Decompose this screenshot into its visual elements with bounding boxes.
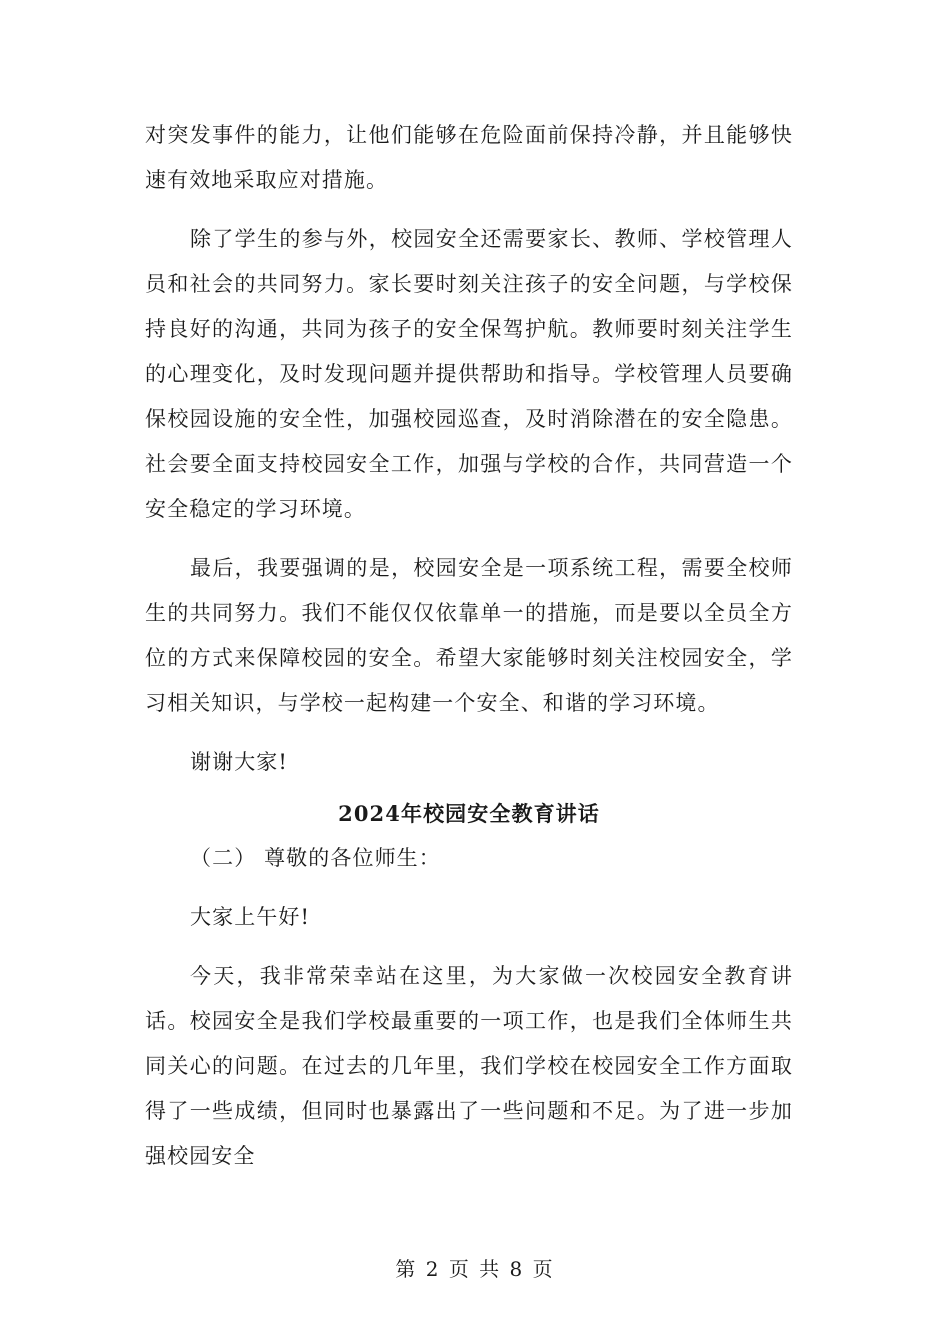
page-number-footer: 第 2 页 共 8 页 bbox=[395, 1257, 555, 1281]
paragraph-opening: 今天，我非常荣幸站在这里，为大家做一次校园安全教育讲话。校园安全是我们学校最重要的一项工作，也是我们全体师生共同关心的问题。在过去的几年里，我们学校在校园安全工作方面取得了一些成绩，但同时也暴露出了一些问题和不足。为了进一步加强校园安全 bbox=[145, 964, 793, 1168]
paragraph-salutation: （二） 尊敬的各位师生： bbox=[190, 846, 441, 870]
paragraph-thanks: 谢谢大家! bbox=[190, 750, 288, 774]
document-body bbox=[145, 113, 793, 1179]
paragraph-conclusion: 最后，我要强调的是，校园安全是一项系统工程，需要全校师生的共同努力。我们不能仅仅依靠单一的措施，而是要以全员全方位的方式来保障校园的安全。希望大家能够时刻关注校园安全，学习相关知识，与学校一起构建一个安全、和谐的学习环境。 bbox=[145, 556, 793, 715]
paragraph-continuation: 对突发事件的能力，让他们能够在危险面前保持冷静，并且能够快速有效地采取应对措施。 bbox=[145, 123, 793, 192]
section-title: 2024年校园安全教育讲话 bbox=[338, 801, 600, 826]
paragraph-greeting: 大家上午好! bbox=[190, 905, 311, 929]
paragraph-joint-effort: 除了学生的参与外，校园安全还需要家长、教师、学校管理人员和社会的共同努力。家长要时刻关注孩子的安全问题，与学校保持良好的沟通，共同为孩子的安全保驾护航。教师要时刻关注学生的心理变化，及时发现问题并提供帮助和指导。学校管理人员要确保校园设施的安全性，加强校园巡查，及时消除潜在的安全隐患。社会要全面支持校园安全工作，加强与学校的合作，共同营造一个安全稳定的学习环境。 bbox=[145, 227, 793, 521]
